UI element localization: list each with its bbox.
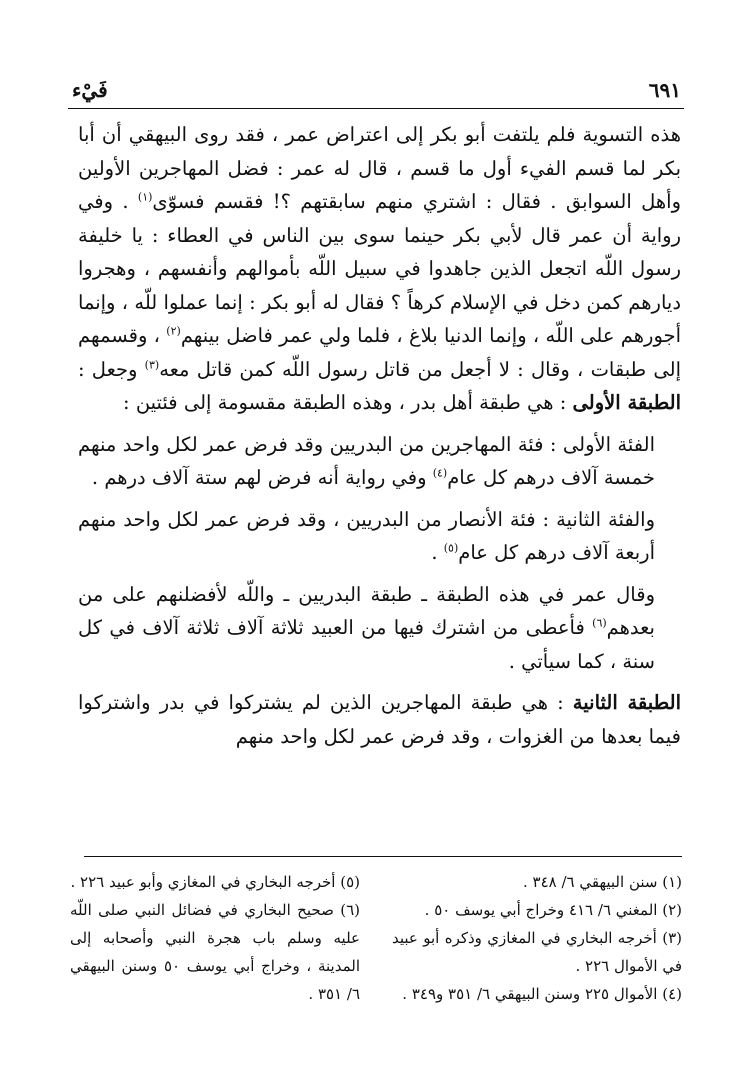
footnote-6: (٦) صحيح البخاري في فضائل النبي صلى اللّه عليه وسلم باب هجرة النبي وأصحابه إلى المدينة ، وخراج أبي يوسف ٥٠ وسنن البيهقي ٦/ ٣٥١ . <box>70 901 360 1003</box>
footnote-ref-4: (٤) <box>432 466 448 480</box>
paragraph-1: هذه التسوية فلم يلتفت أبو بكر إلى اعتراض عمر ، فقد روى البيهقي أن أبا بكر لما قسم الفيء أول ما قسم ، قال له عمر : فضل المهاجرين الأولين وأهل السوابق . فقال : اشتري منهم سابقتهم ؟! فقسم فسوّى$^{(١)}$ . وفي رواية أن عمر قال لأبي بكر حينما سوى بين الناس في العطاء : يا خليفة رسول اللّه اتجعل الذين جاهدوا في سبيل اللّه بأموالهم وأنفسهم ، وهجروا ديارهم كمن دخل في الإسلام كرهاً ؟ فقال له أبو بكر : إنما عملوا للّه ، وإنما أجورهم على اللّه ، وإنما الدنيا بلاغ ، فلما ولي عمر فاضل بينهم$^{(٢)}$ ، وقسمهم إلى طبقات ، وقال : لا أجعل من قاتل رسول اللّه كمن قاتل معه$^{(٣)}$ وجعل : الطبقة الأولى : هي طبقة أهل بدر ، وهذه الطبقة مقسومة إلى فئتين : <box>78 123 681 414</box>
footnote-ref-6: (٦) <box>592 616 607 630</box>
footnote-5: (٥) أخرجه البخاري في المغازي وأبو عبيد ٢٢٦ . <box>70 873 360 891</box>
page-number: ٦٩١ <box>648 78 681 102</box>
second-class-heading: الطبقة الثانية <box>572 691 681 714</box>
footnote-2: (٢) المغني ٦/ ٤١٦ وخراج أبي يوسف ٥٠ . <box>424 901 682 919</box>
paragraph-5: الطبقة الثانية : هي طبقة المهاجرين الذين لم يشتركوا في بدر واشتركوا فيما بعدها من الغزوات ، وقد فرض عمر لكل واحد منهم <box>78 691 681 748</box>
footnotes-left-column <box>70 868 360 1008</box>
footnote-rule <box>84 856 682 857</box>
paragraph-2: الفئة الأولى : فئة المهاجرين من البدريين وقد فرض عمر لكل واحد منهم خمسة آلاف درهم كل عام$^{(٤)}$ وفي رواية أنه فرض لهم ستة آلاف درهم . <box>78 432 655 489</box>
footnote-ref-5: (٥) <box>443 541 459 555</box>
paragraph-4: وقال عمر في هذه الطبقة ـ طبقة البدريين ـ واللّه لأفضلنهم على من بعدهم$^{(٦)}$ فأعطى من اشترك فيها من العبيد ثلاثة آلاف ثلاثة آلاف في كل سنة ، كما سيأتي . <box>78 582 655 673</box>
footnote-3: (٣) أخرجه البخاري في المغازي وذكره أبو عبيد في الأموال ٢٢٦ . <box>392 929 682 975</box>
first-class-heading: الطبقة الأولى <box>572 391 681 414</box>
header-rule <box>68 108 684 109</box>
running-head: فَيْء <box>72 78 108 102</box>
paragraph-3: والفئة الثانية : فئة الأنصار من البدريين ، وقد فرض عمر لكل واحد منهم أربعة آلاف درهم كل عام$^{(٥)}$ . <box>78 507 655 564</box>
footnote-1: (١) سنن البيهقي ٦/ ٣٤٨ . <box>523 873 682 891</box>
footnotes-right-column <box>392 868 682 1008</box>
footnote-ref-1: (١) <box>137 190 153 204</box>
page-header <box>72 78 681 108</box>
footnote-ref-3: (٣) <box>144 358 160 371</box>
body-text <box>78 118 681 753</box>
footnote-ref-2: (٢) <box>166 324 181 338</box>
footnote-4: (٤) الأموال ٢٢٥ وسنن البيهقي ٦/ ٣٥١ و٣٤٩ . <box>402 985 682 1003</box>
